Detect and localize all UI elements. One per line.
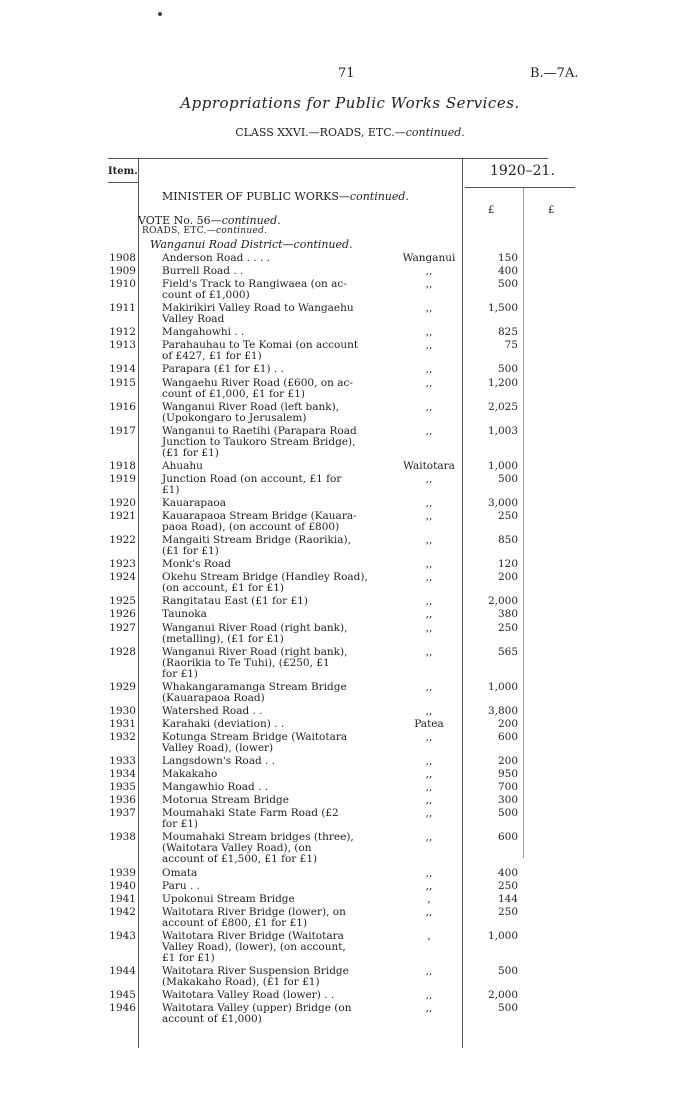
item-amount: 500 [497,363,518,376]
item-number: 1919 [109,472,136,485]
item-amount: 150 [497,252,518,264]
item-amount: 3,800 [487,704,518,717]
item-amount: 75 [504,339,518,352]
class-heading [0,126,700,139]
item-amount: 500 [497,807,518,820]
item-description: Mangawhio Road . . [162,781,269,794]
page-number: 71 [338,66,355,81]
district-name: ,, [425,472,433,485]
item-amount: 2,025 [487,400,518,413]
item-number: 1938 [109,831,136,844]
item-number: 1921 [109,510,136,523]
item-description: Whakangaramanga Stream Bridge (Kauarapaoa Road) [162,680,347,704]
roads-heading [142,226,267,236]
page-mark [158,12,162,16]
district-name: ,, [425,265,433,278]
district-name: ,, [425,645,433,658]
item-amount: 500 [497,472,518,485]
item-description: Upokonui Stream Bridge [162,892,295,905]
vote-heading-cont: continued. [221,214,281,227]
district-name: ,, [425,768,433,781]
class-heading-main: CLASS XXVI.—ROADS, ETC.— [235,126,406,139]
district-name: ,, [425,905,433,918]
item-amount: 250 [497,621,518,634]
item-description: Waitotara Valley (upper) Bridge (on account of £1,000) [162,1002,352,1026]
district-name: ,, [425,879,433,892]
district-name: Waitotara [403,459,455,472]
item-description: Mangahowhi . . [162,326,245,339]
item-amount: 2,000 [487,595,518,608]
item-description: Wanganui River Road (right bank), (metalling), (£1 for £1) [162,621,348,645]
district-name: ,, [425,608,433,621]
item-description: Kauarapaoa Stream Bridge (Kauara- paoa Road), (on account of £800) [162,510,357,534]
item-description: Anderson Road . . . . [162,252,271,264]
item-amount: 200 [497,717,518,730]
district-name: ,, [425,558,433,571]
item-number: 1932 [109,730,136,743]
district-name: ,, [425,964,433,977]
item-amount: 3,000 [487,497,518,509]
item-number: 1942 [109,905,136,918]
item-description: Wanganui River Road (right bank), (Raorikia to Te Tuhi), (£250, £1 for £1) [162,645,348,680]
district-name: ,, [425,755,433,768]
item-number: 1909 [109,265,136,278]
item-description: Waitotara River Bridge (lower), on account of £800, £1 for £1) [162,905,346,929]
district-name: ,, [425,680,433,693]
item-amount: 1,000 [487,929,518,942]
document-reference: B.—7A. [530,66,579,81]
item-number: 1924 [109,571,136,584]
item-description: Burrell Road . . [162,265,244,278]
item-number: 1913 [109,339,136,352]
item-description: Ahuahu [162,459,203,472]
district-name: ,, [425,595,433,608]
item-amount: 250 [497,905,518,918]
item-amount: 400 [497,265,518,278]
item-number: 1926 [109,608,136,621]
item-description: Karahaki (deviation) . . [162,717,285,730]
item-description: Moumahaki State Farm Road (£2 for £1) [162,807,339,831]
item-description: Kotunga Stream Bridge (Waitotara Valley Road), (lower) [162,730,348,754]
item-amount: 500 [497,964,518,977]
item-number: 1915 [109,376,136,389]
district-name: ,, [425,534,433,547]
item-description: Paru . . [162,879,200,892]
item-amount: 565 [497,645,518,658]
item-amount: 250 [497,879,518,892]
item-number: 1935 [109,781,136,794]
item-amount: 1,200 [487,376,518,389]
item-number: 1916 [109,400,136,413]
page-title: Appropriations for Public Works Services. [180,94,520,112]
item-number: 1934 [109,768,136,781]
district-name: ,, [425,989,433,1001]
item-number: 1923 [109,558,136,571]
item-number: 1946 [109,1002,136,1015]
item-number: 1929 [109,680,136,693]
pound-symbol-2: £ [548,205,555,216]
item-description: Okehu Stream Bridge (Handley Road), (on account, £1 for £1) [162,571,368,595]
item-description: Langsdown's Road . . [162,755,276,768]
item-amount: 825 [497,326,518,339]
item-description: Waitotara River Suspension Bridge (Makakaho Road), (£1 for £1) [162,964,349,988]
vote-heading-main: VOTE No. 56— [138,214,222,227]
item-description: Moumahaki Stream bridges (three), (Waitotara Valley Road), (on account of £1,500, £1 for £1) [162,831,354,866]
district-name: ,, [425,424,433,437]
item-description: Wangaehu River Road (£600, on ac- count of £1,000, £1 for £1) [162,376,353,400]
item-number: 1920 [109,497,136,509]
item-number: 1945 [109,989,136,1001]
district-name: ,, [425,571,433,584]
district-name: Wanganui [402,252,456,264]
item-description: Parahauhau to Te Komai (on account of £427, £1 for £1) [162,339,359,363]
item-description: Field's Track to Rangiwaea (on ac- count of £1,000) [162,278,347,302]
item-number: 1925 [109,595,136,608]
district-name: ,, [425,704,433,717]
district-name: ,, [425,376,433,389]
item-amount: 1,000 [487,680,518,693]
district-name: ,, [425,807,433,820]
subcolumn-divider [523,188,524,858]
item-number: 1917 [109,424,136,437]
district-name: ,, [425,794,433,807]
item-description: Waitotara River Bridge (Waitotara Valley Road), (lower), (on account, £1 for £1) [162,929,346,964]
item-description: Motorua Stream Bridge [162,794,289,807]
item-description: Omata [162,866,198,879]
class-heading-cont: continued. [405,126,465,139]
district-name: ,, [425,781,433,794]
table-top-rule [108,158,548,159]
item-description: Makakaho [162,768,218,781]
item-description: Kauarapaoa [162,497,226,509]
item-amount: 144 [497,892,518,905]
item-number: 1928 [109,645,136,658]
item-number: 1918 [109,459,136,472]
district-name: ,, [425,1002,433,1015]
item-number: 1941 [109,892,136,905]
item-number: 1944 [109,964,136,977]
item-number: 1922 [109,534,136,547]
item-header-rule [108,182,138,183]
item-number: 1943 [109,929,136,942]
item-column-divider [138,158,139,1048]
district-name: ,, [425,730,433,743]
item-description: Watershed Road . . [162,704,263,717]
item-number: 1931 [109,717,136,730]
item-amount: 120 [497,558,518,571]
item-number: 1937 [109,807,136,820]
item-amount: 850 [497,534,518,547]
item-number: 1930 [109,704,136,717]
item-amount: 600 [497,730,518,743]
item-number: 1940 [109,879,136,892]
item-amount: 1,000 [487,459,518,472]
item-amount: 500 [497,278,518,291]
item-number: 1908 [109,252,136,264]
year-header-rule [465,187,575,188]
item-number: 1936 [109,794,136,807]
district-name: , [427,892,431,905]
item-amount: 400 [497,866,518,879]
district-name: ,, [425,326,433,339]
district-name: ,, [425,278,433,291]
district-name: ,, [425,621,433,634]
item-amount: 950 [497,768,518,781]
item-amount: 1,500 [487,302,518,315]
item-number: 1910 [109,278,136,291]
item-description: Monk's Road [162,558,232,571]
roads-heading-cont: continued. [216,226,268,236]
district-name: ,, [425,497,433,509]
item-description: Wanganui River Road (left bank), (Upokongaro to Jerusalem) [162,400,340,424]
minister-heading [162,190,409,203]
item-amount: 500 [497,1002,518,1015]
item-description: Parapara (£1 for £1) . . [162,363,284,376]
item-amount: 200 [497,571,518,584]
district-name: Patea [414,717,444,730]
item-description: Rangitatau East (£1 for £1) [162,595,308,608]
item-description: Taunoka [162,608,207,621]
item-amount: 250 [497,510,518,523]
item-amount: 300 [497,794,518,807]
year-column-header: 1920–21. [490,163,555,179]
item-description: Makirikiri Valley Road to Wangaehu Valley Road [162,302,354,326]
district-name: ,, [425,400,433,413]
minister-heading-cont: continued. [349,190,409,203]
district-name: ,, [425,831,433,844]
district-name: ,, [425,339,433,352]
pound-symbol-1: £ [488,205,495,216]
minister-heading-main: MINISTER OF PUBLIC WORKS— [162,190,350,203]
item-amount: 600 [497,831,518,844]
item-description: Waitotara Valley Road (lower) . . [162,989,335,1001]
district-name: ,, [425,866,433,879]
district-name: , [427,929,431,942]
district-name: ,, [425,302,433,315]
item-number: 1939 [109,866,136,879]
item-number: 1933 [109,755,136,768]
district-name: ,, [425,363,433,376]
item-amount: 700 [497,781,518,794]
item-amount: 2,000 [487,989,518,1001]
item-amount: 1,003 [487,424,518,437]
item-number: 1927 [109,621,136,634]
item-description: Junction Road (on account, £1 for £1) [162,472,342,496]
item-number: 1912 [109,326,136,339]
item-amount: 380 [497,608,518,621]
roads-heading-main: ROADS, ETC.— [142,226,217,236]
district-name: ,, [425,510,433,523]
item-number: 1914 [109,363,136,376]
item-description: Mangaiti Stream Bridge (Raorikia), (£1 for £1) [162,534,351,558]
item-description: Wanganui to Raetihi (Parapara Road Junction to Taukoro Stream Bridge), (£1 for £1) [162,424,357,459]
item-number: 1911 [109,302,136,315]
item-amount: 200 [497,755,518,768]
item-column-header: Item. [108,166,138,177]
district-heading: Wanganui Road District—continued. [150,238,353,251]
